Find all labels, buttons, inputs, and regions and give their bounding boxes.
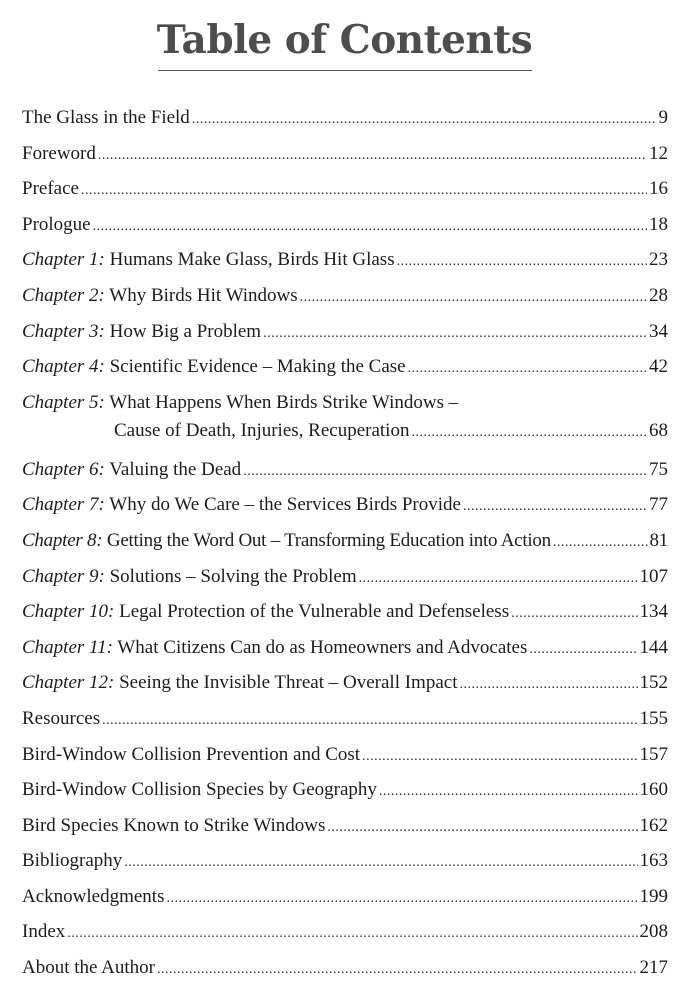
toc-entry-label [22,630,527,666]
toc-entry[interactable] [22,879,668,915]
toc-entry[interactable] [22,385,668,452]
dot-leader [102,703,637,739]
toc-entry[interactable] [22,808,668,844]
toc-entry[interactable] [22,665,668,701]
toc-entry[interactable] [22,772,668,808]
toc-entry-title: What Happens When Birds Strike Windows – [109,391,459,413]
toc-chapter-number: Chapter 1: [22,249,105,271]
toc-entry-label [22,559,357,595]
toc-chapter-number: Chapter 7: [22,494,105,516]
dot-leader [379,774,638,810]
toc-entry-title: The Glass in the Field [22,107,190,128]
toc-entry-label [22,207,91,243]
toc-entry-title: Bird-Window Collision Species by Geography [22,779,377,801]
toc-page-number: 12 [649,142,668,164]
toc-entry-label [22,950,155,986]
dot-leader [359,561,638,597]
toc-page-number: 162 [639,814,668,836]
toc-chapter-number: Chapter 4: [22,356,105,378]
toc-page-number: 163 [639,850,668,872]
dot-leader [397,244,647,280]
dot-leader [81,173,647,209]
toc-entry-label [22,171,79,207]
toc-page-number: 68 [649,419,668,441]
toc-entry-label [22,737,360,773]
dot-leader [98,138,647,174]
toc-entry-label [22,594,509,630]
toc-entry-label [22,314,261,350]
toc-entry-label [22,487,461,523]
toc-entry-title: Valuing the Dead [109,458,242,480]
toc-chapter-number: Chapter 8: [22,529,103,551]
toc-page-number: 81 [649,529,668,551]
toc-entry[interactable] [22,100,668,136]
toc-entry[interactable] [22,242,668,278]
toc-page-number: 208 [639,921,668,943]
toc-entry-title: Bibliography [22,850,123,872]
toc-entry[interactable] [22,314,668,350]
toc-entry[interactable] [22,737,668,773]
toc-page-number: 18 [649,213,668,235]
toc-entry[interactable] [22,950,668,986]
toc-entry-label [22,523,551,559]
toc-entry[interactable] [22,452,668,488]
dot-leader [511,596,637,632]
toc-page-number: 23 [649,249,668,271]
toc-entry-title: What Citizens Can do as Homeowners and Advocates [117,636,528,658]
dot-leader [192,102,657,138]
toc-entry-label [22,136,96,172]
toc-entry[interactable] [22,701,668,737]
toc-entry-label [22,665,457,701]
toc-entry-title: About the Author [22,957,155,979]
toc-entry-title-line2: Cause of Death, Injuries, Recuperation [114,419,410,441]
dot-leader [166,881,637,917]
toc-page-number: 157 [639,743,668,765]
toc-page-number: 199 [639,885,668,907]
toc-chapter-number: Chapter 5: [22,391,105,413]
toc-page-number: 75 [649,458,668,480]
toc-entry-label [22,100,190,136]
toc-page-number: 144 [639,636,668,658]
toc-chapter-number: Chapter 3: [22,320,105,342]
toc-entry-title: Index [22,921,66,943]
toc-entry-title: Humans Make Glass, Birds Hit Glass [109,249,395,271]
toc-entry-title: Scientific Evidence – Making the Case [109,356,406,378]
dot-leader [327,810,637,846]
toc-chapter-number: Chapter 10: [22,601,115,623]
dot-leader [459,667,637,703]
toc-page-number: 155 [639,707,668,729]
toc-entry[interactable] [22,487,668,523]
toc-page-number: 9 [658,107,668,128]
dot-leader [157,952,638,988]
toc-entry-title: Bird-Window Collision Prevention and Cost [22,743,361,765]
dot-leader [300,280,647,316]
dot-leader [93,209,647,245]
toc-entry-title: Why Birds Hit Windows [109,284,298,306]
dot-leader [124,845,637,881]
dot-leader [243,454,647,490]
toc-page-number: 34 [649,320,668,342]
toc-entry-title: Prologue [22,213,91,235]
toc-entry[interactable] [22,523,668,559]
toc-entry-title: Foreword [22,142,96,164]
toc-entry-title: Preface [22,178,79,200]
dot-leader [408,351,647,387]
dot-leader [263,316,647,352]
toc-entry[interactable] [22,278,668,314]
toc-entry[interactable] [22,914,668,950]
title-underline [158,70,532,71]
dot-leader [553,525,648,561]
toc-entry-label [22,242,395,278]
toc-page-number: 160 [639,779,668,801]
dot-leader [529,632,637,668]
toc-entry[interactable] [22,594,668,630]
toc-entry-label [22,772,377,808]
toc-entry-title: Solutions – Solving the Problem [109,565,357,587]
toc-entry-title: Getting the Word Out – Transforming Education into Action [106,529,551,551]
toc-entry[interactable] [22,207,668,243]
dot-leader [362,739,637,775]
toc-entry-continuation [22,417,668,445]
toc-page-number: 77 [649,494,668,516]
toc-entry-title: Seeing the Invisible Threat – Overall Impact [119,672,458,694]
page-title: Table of Contents [156,17,533,63]
toc-entry-label [22,701,100,737]
toc-entry-label [22,278,298,314]
toc-list [22,100,668,986]
toc-entry-label [22,843,122,879]
toc-entry[interactable] [22,630,668,666]
toc-entry-title: Acknowledgments [22,885,165,907]
toc-entry[interactable] [22,843,668,879]
toc-entry[interactable] [22,136,668,172]
dot-leader [463,489,647,525]
toc-chapter-number: Chapter 12: [22,672,115,694]
dot-leader [67,916,637,952]
toc-entry-label [22,452,241,488]
toc-entry-label [22,879,164,915]
toc-entry-title: Bird Species Known to Strike Windows [22,814,326,836]
toc-entry-label [22,389,668,417]
dot-leader [411,419,647,447]
toc-chapter-number: Chapter 2: [22,284,105,306]
toc-entry-label [22,808,325,844]
toc-page-number: 217 [639,957,668,979]
toc-entry[interactable] [22,349,668,385]
toc-chapter-number: Chapter 9: [22,565,105,587]
toc-entry-label [22,914,65,950]
toc-entry-title: How Big a Problem [109,320,262,342]
toc-entry[interactable] [22,171,668,207]
toc-page-number: 16 [649,178,668,200]
toc-entry-title: Resources [22,707,101,729]
toc-page-number: 107 [639,565,668,587]
toc-page-number: 134 [639,601,668,623]
toc-entry-label [22,349,406,385]
toc-page-number: 152 [639,672,668,694]
toc-entry-title: Why do We Care – the Services Birds Provide [109,494,461,516]
toc-entry[interactable] [22,559,668,595]
toc-page-number: 28 [649,284,668,306]
toc-page-number: 42 [649,356,668,378]
toc-chapter-number: Chapter 11: [22,636,113,658]
toc-chapter-number: Chapter 6: [22,458,105,480]
toc-entry-title: Legal Protection of the Vulnerable and Defenseless [119,601,510,623]
